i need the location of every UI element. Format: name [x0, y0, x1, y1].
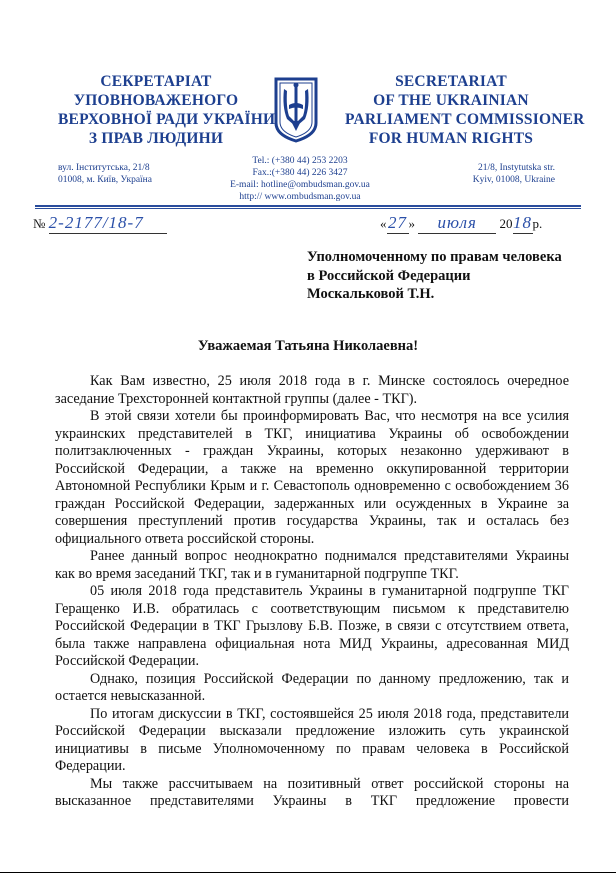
trident-emblem-icon [273, 77, 319, 143]
contact-website[interactable]: http:// www.ombudsman.gov.ua [239, 192, 361, 202]
paragraph: Однако, позиция Российской Федерации по данному предложению, так и остается невысказанной. [55, 670, 569, 704]
registration-number [33, 213, 167, 234]
org-name-ua [58, 72, 276, 148]
paragraph: Как Вам известно, 25 июля 2018 года в г. Минске состоялось очередное заседание Трехсторонней контактной группы (далее - ТКГ). [55, 373, 569, 407]
address-en-line: Kyiv, 01008, Ukraine [472, 175, 555, 185]
header-divider [35, 205, 581, 207]
date-year-suffix: 18 [513, 213, 532, 232]
paragraph: 05 июля 2018 года представитель Украины в гуманитарной подгруппе ТКГ Геращенко И.В. обратилась с соответствующим письмом к представителю Российской Федерации в ТКГ Грызлову Б.В. Позже, в связи с отсутствием ответа, была также направлена официальная нота МИД Украины, адресованная МИД Российской Федерации. [55, 583, 569, 669]
date-year-prefix: 20 [499, 216, 513, 231]
org-name-en [345, 72, 585, 148]
org-en-line: FOR HUMAN RIGHTS [368, 130, 534, 147]
contact-line: Tel.: (+380 44) 253 2203 [252, 156, 348, 166]
date-day: 27 [388, 213, 407, 232]
date-open-quote: « [380, 216, 387, 231]
org-en-line: SECRETARIAT [395, 73, 507, 90]
paragraph: Мы также рассчитываем на позитивный ответ российской стороны на высказанное представителями Украины в ТКГ предложение провести [55, 775, 569, 809]
date-close-quote: » [408, 216, 415, 231]
letter-body [55, 373, 569, 811]
contact-line: Fax.:(+380 44) 226 3427 [252, 168, 348, 178]
org-ua-line: ВЕРХОВНОЇ РАДИ УКРАЇНИ [58, 111, 276, 128]
recipient-line: Москальковой Т.Н. [307, 286, 435, 302]
address-ua-line: 01008, м. Київ, Україна [58, 175, 152, 185]
contact-email[interactable]: E-mail: hotline@ombudsman.gov.ua [230, 180, 370, 190]
page-bottom-edge [0, 872, 616, 873]
paragraph: В этой связи хотели бы проинформировать Вас, что несмотря на все усилия украинских представителей в ТКГ, инициатива Украины об освобождении политзаключенных - граждан Украины, которых незаконно удерживают в Российской Федерации, а также на временно оккупированной территории Автономной Республики Крым и г. Севастополь одновременно с освобождением 36 граждан Российской Федерации, задержанных или осужденных в Украине за совершения преступлений против государства Украины, так и осталась без официального ответа российской стороны. [55, 408, 569, 547]
recipient-line: в Российской Федерации [307, 267, 471, 284]
org-en-line: OF THE UKRAINIAN [373, 92, 529, 109]
address-en [440, 162, 555, 186]
paragraph: По итогам дискуссии в ТКГ, состоявшейся 25 июля 2018 года, представители Российской Федерации высказали предложение изложить суть украинской инициативы в письме Уполномоченному по правам человека в Российской Федерации. [55, 705, 569, 774]
address-ua-line: вул. Інститутська, 21/8 [58, 163, 150, 173]
recipient-line: Уполномоченному по правам человека [307, 249, 562, 265]
paragraph: Ранее данный вопрос неоднократно поднимался представителями Украины как во время заседаний ТКГ, так и в гуманитарной подгруппе ТКГ. [55, 548, 569, 582]
date-month: июля [418, 213, 496, 234]
address-ua [58, 162, 208, 186]
org-ua-line: СЕКРЕТАРІАТ [100, 73, 212, 90]
contact-info [205, 155, 395, 203]
org-ua-line: З ПРАВ ЛЮДИНИ [88, 130, 224, 147]
registration-number-value: 2-2177/18-7 [49, 213, 167, 234]
address-en-line: 21/8, Instytutska str. [477, 163, 555, 173]
org-en-line: PARLIAMENT COMMISSIONER [345, 111, 585, 128]
org-ua-line: УПОВНОВАЖЕНОГО [73, 92, 239, 109]
recipient-block [307, 248, 587, 304]
registration-date [380, 213, 542, 234]
number-sign: № [33, 216, 46, 231]
date-end: р. [532, 216, 543, 231]
salutation: Уважаемая Татьяна Николаевна! [197, 338, 419, 354]
header-divider-thin [35, 208, 581, 209]
